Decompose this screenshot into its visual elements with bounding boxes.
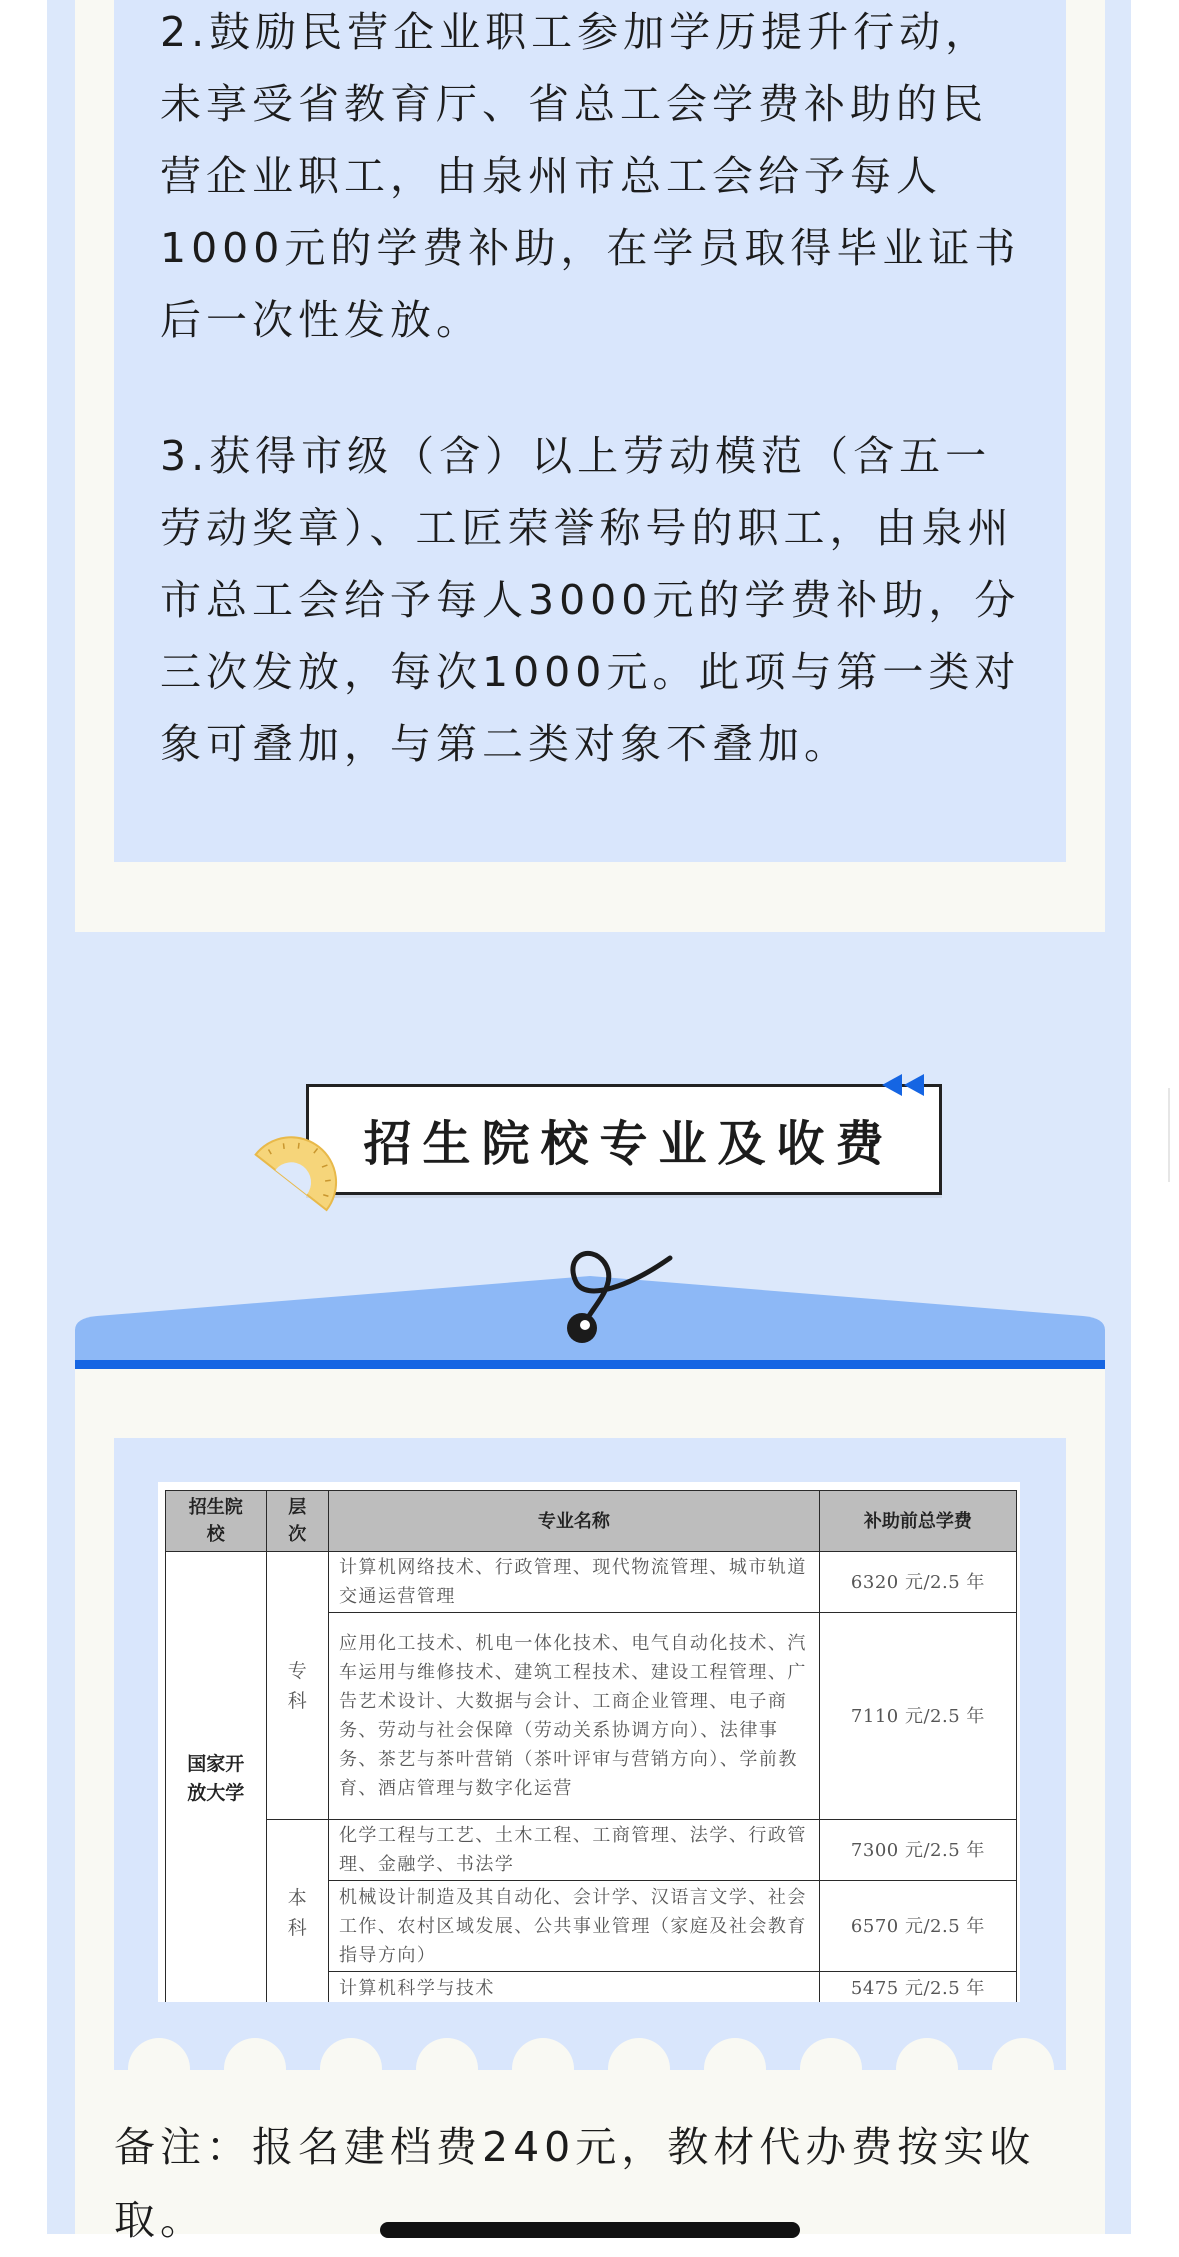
scroll-edge (1168, 1088, 1179, 1182)
major-cell: 化学工程与工艺、土木工程、工商管理、法学、行政管理、金融学、书法学 (328, 1820, 819, 1881)
scallop (512, 2038, 574, 2100)
fee-cell: 6320 元/2.5 年 (819, 1552, 1016, 1613)
table-row (166, 1552, 1017, 1613)
scallop (704, 2038, 766, 2100)
policy-item-2: 2.鼓励民营企业职工参加学历提升行动，未享受省教育厅、省总工会学费补助的民营企业职工，由泉州市总工会给予每人1000元的学费补助，在学员取得毕业证书后一次性发放。 (160, 8, 1021, 344)
fee-cell: 6570 元/2.5 年 (819, 1881, 1016, 1972)
scallop-edge (114, 2038, 1066, 2070)
protractor-icon (246, 1126, 346, 1226)
major-cell: 计算机科学与技术 (328, 1972, 819, 2003)
home-indicator[interactable] (380, 2222, 800, 2238)
scallop (128, 2038, 190, 2100)
header-school: 招生院 校 (166, 1491, 267, 1552)
major-cell: 计算机网络技术、行政管理、现代物流管理、城市轨道交通运营管理 (328, 1552, 819, 1613)
table-header-row (166, 1491, 1017, 1552)
fee-note: 备注：报名建档费240元，教材代办费按实收取。 (114, 2123, 1036, 2244)
fee-cell: 7300 元/2.5 年 (819, 1820, 1016, 1881)
fee-table (165, 1490, 1017, 2002)
level-cell: 专 科 (266, 1552, 328, 1820)
scallop (320, 2038, 382, 2100)
double-arrow-icon (880, 1072, 944, 1098)
header-level: 层 次 (266, 1491, 328, 1552)
school-cell: 国家开 放大学 (166, 1552, 267, 2003)
scallop (608, 2038, 670, 2100)
fee-cell: 7110 元/2.5 年 (819, 1613, 1016, 1820)
policy-item-3: 3.获得市级（含）以上劳动模范（含五一劳动奖章）、工匠荣誉称号的职工，由泉州市总工会给予每人3000元的学费补助，分三次发放，每次1000元。此项与第一类对象可叠加，与第二类对象不叠加。 (160, 432, 1021, 768)
level-cell: 本 科 (266, 1820, 328, 2003)
scallop (992, 2038, 1054, 2100)
scallop (896, 2038, 958, 2100)
scallop (800, 2038, 862, 2100)
major-cell: 应用化工技术、机电一体化技术、电气自动化技术、汽车运用与维修技术、建筑工程技术、建设工程管理、广告艺术设计、大数据与会计、工商企业管理、电子商务、劳动与社会保障（劳动关系协调方向）、法律事务、茶艺与茶叶营销（茶叶评审与营销方向）、学前教育、酒店管理与数字化运营 (328, 1613, 819, 1820)
paperclip-loop-icon (560, 1236, 680, 1346)
major-cell: 机械设计制造及其自动化、会计学、汉语言文学、社会工作、农村区域发展、公共事业管理（家庭及社会教育指导方向） (328, 1881, 819, 1972)
header-major: 专业名称 (328, 1491, 819, 1552)
blue-divider-line (75, 1360, 1105, 1369)
section-title: 招生院校专业及收费 (363, 1116, 895, 1172)
header-fee: 补助前总学费 (819, 1491, 1016, 1552)
section-title-box (306, 1084, 942, 1195)
fee-cell: 5475 元/2.5 年 (819, 1972, 1016, 2003)
scallop (416, 2038, 478, 2100)
table-row (166, 1820, 1017, 1881)
fee-table-image (158, 1482, 1020, 2002)
scallop (224, 2038, 286, 2100)
